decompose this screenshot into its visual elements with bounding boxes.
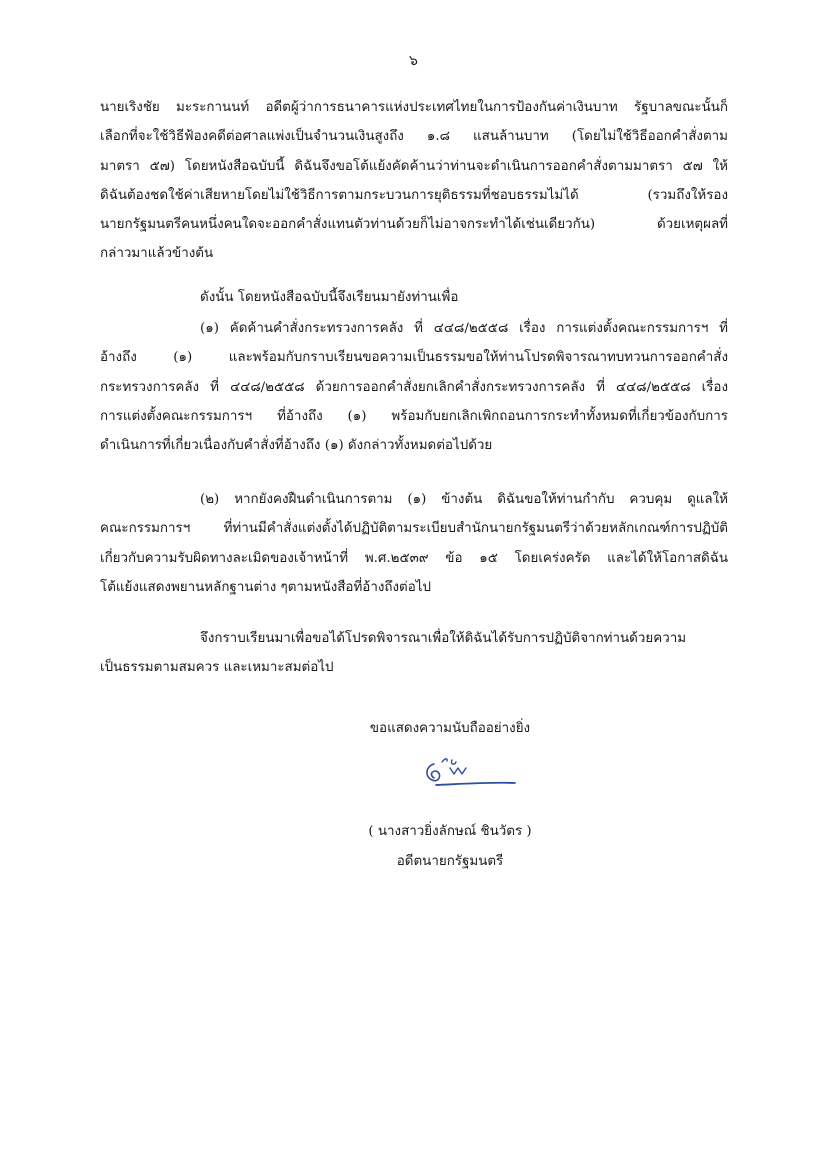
text-line: ดังนั้น โดยหนังสือฉบับนี้จึงเรียนมายังท่านเพื่อ [200,290,459,305]
text-line: เกี่ยวกับความรับผิดทางละเมิดของเจ้าหน้าที่ พ.ศ.๒๕๓๙ ข้อ ๑๕ โดยเคร่งครัด และได้ให้โอกาสดิฉัน [100,550,728,566]
signatory-position: อดีตนายกรัฐมนตรี [396,854,504,869]
text-line: นายเริงชัย มะระกานนท์ อดีตผู้ว่าการธนาคารแห่งประเทศไทยในการป้องกันค่าเงินบาท รัฐบาลขณะนั้นก็ [100,100,728,115]
text-line: อ้างถึง (๑) และพร้อมกับกราบเรียนขอความเป็นธรรมขอให้ท่านโปรดพิจารณาทบทวนการออกคำสั่ง [100,350,728,366]
paragraph-item-1 [100,314,728,460]
text-line: คณะกรรมการฯ ที่ท่านมีคำสั่งแต่งตั้งได้ปฏิบัติตามระเบียบสำนักนายกรัฐมนตรีว่าด้วยหลักเกณฑ์การปฏิบัติ [100,521,728,537]
page-number: ๖ [409,53,418,69]
text-line: (๑) คัดค้านคำสั่งกระทรวงการคลัง ที่ ๔๔๘/๒๕๕๘ เรื่อง การแต่งตั้งคณะกรรมการฯ ที่ [200,321,728,336]
text-line: การแต่งตั้งคณะกรรมการฯ ที่อ้างถึง (๑) พร้อมกับยกเลิกเพิกถอนการกระทำทั้งหมดที่เกี่ยวข้องกับการ [100,408,728,424]
text-line: (๒) หากยังคงฝืนดำเนินการตาม (๑) ข้างต้น ดิฉันขอให้ท่านกำกับ ควบคุม ดูแลให้ [200,492,728,507]
paragraph [100,624,728,683]
paragraph [100,314,728,460]
text-line: มาตรา ๕๗) โดยหนังสือฉบับนี้ ดิฉันจึงขอโต้แย้งคัดค้านว่าท่านจะดำเนินการออกคำสั่งตามมาตรา ๕๗ ให้ [100,158,728,174]
paragraph [100,485,728,602]
paragraph-intro [100,283,728,312]
salutation: ขอแสดงความนับถืออย่างยิ่ง [369,721,531,736]
paragraph [100,93,728,269]
text-line: โต้แย้งแสดงพยานหลักฐานต่าง ๆตามหนังสือที่อ้างถึงต่อไป [100,579,432,595]
paragraph-continuation [100,93,728,269]
text-line: กล่าวมาแล้วข้างต้น [100,246,214,262]
text-line: เลือกที่จะใช้วิธีฟ้องคดีต่อศาลแพ่งเป็นจำนวนเงินสูงถึง ๑.๘ แสนล้านบาท (โดยไม่ใช้วิธีออกคำสั่งตาม [100,129,728,145]
text-line: ดำเนินการที่เกี่ยวเนื่องกับคำสั่งที่อ้างถึง (๑) ดังกล่าวทั้งหมดต่อไปด้วย [100,438,493,454]
signature-icon [420,752,520,792]
text-line: กระทรวงการคลัง ที่ ๔๔๘/๒๕๕๘ ด้วยการออกคำสั่งยกเลิกคำสั่งกระทรวงการคลัง ที่ ๔๔๘/๒๕๕๘ เรื่อง [100,379,728,395]
paragraph [100,283,728,312]
text-line: เป็นธรรมตามสมควร และเหมาะสมต่อไป [100,660,334,676]
text-line: นายกรัฐมนตรีคนหนึ่งคนใดจะออกคำสั่งแทนตัวท่านด้วยก็ไม่อาจกระทำได้เช่นเดียวกัน) ด้วยเหตุผลที่ [100,217,728,233]
signatory-name: ( นางสาวยิ่งลักษณ์ ชินวัตร ) [368,824,532,839]
text-line: ดิฉันต้องชดใช้ค่าเสียหายโดยไม่ใช้วิธีการตามกระบวนการยุติธรรมที่ชอบธรรมไม่ได้ (รวมถึงให้รอง [100,187,728,203]
text-line: จึงกราบเรียนมาเพื่อขอได้โปรดพิจารณาเพื่อให้ดิฉันได้รับการปฏิบัติจากท่านด้วยความ [200,631,687,646]
paragraph-closing-request [100,624,728,683]
paragraph-item-2 [100,485,728,602]
